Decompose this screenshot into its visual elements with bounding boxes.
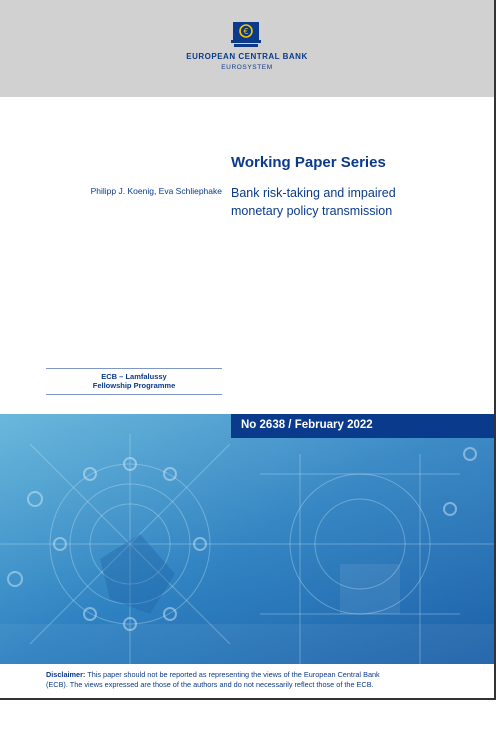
disclaimer — [46, 670, 466, 690]
programme-line: ECB – Lamfalussy — [101, 372, 167, 381]
disclaimer-line — [46, 670, 466, 680]
svg-text:€: € — [243, 27, 249, 36]
bank-name: EUROPEAN CENTRAL BANK — [186, 52, 308, 61]
disclaimer-line: (ECB). The views expressed are those of the authors and do not necessarily reflect those of the ECB. — [46, 680, 374, 689]
authors: Philipp J. Koenig, Eva Schliephake — [90, 186, 222, 196]
issue-number: No 2638 / February 2022 — [241, 419, 373, 431]
paper-title-line: monetary policy transmission — [231, 204, 393, 218]
programme-label — [46, 368, 222, 395]
banknote-banner-image — [0, 414, 494, 664]
paper-title — [231, 184, 471, 220]
series-title: Working Paper Series — [231, 154, 386, 171]
programme-line: Fellowship Programme — [92, 381, 176, 390]
bank-subtitle: EUROSYSTEM — [221, 64, 273, 71]
disclaimer-label: Disclaimer: — [46, 670, 86, 679]
header-band — [0, 0, 494, 97]
paper-title-line: Bank risk-taking and impaired — [231, 186, 396, 200]
disclaimer-text: This paper should not be reported as representing the views of the European Central Bank — [87, 670, 380, 679]
issue-number-bar — [231, 414, 494, 438]
euro-building-icon — [231, 20, 261, 48]
